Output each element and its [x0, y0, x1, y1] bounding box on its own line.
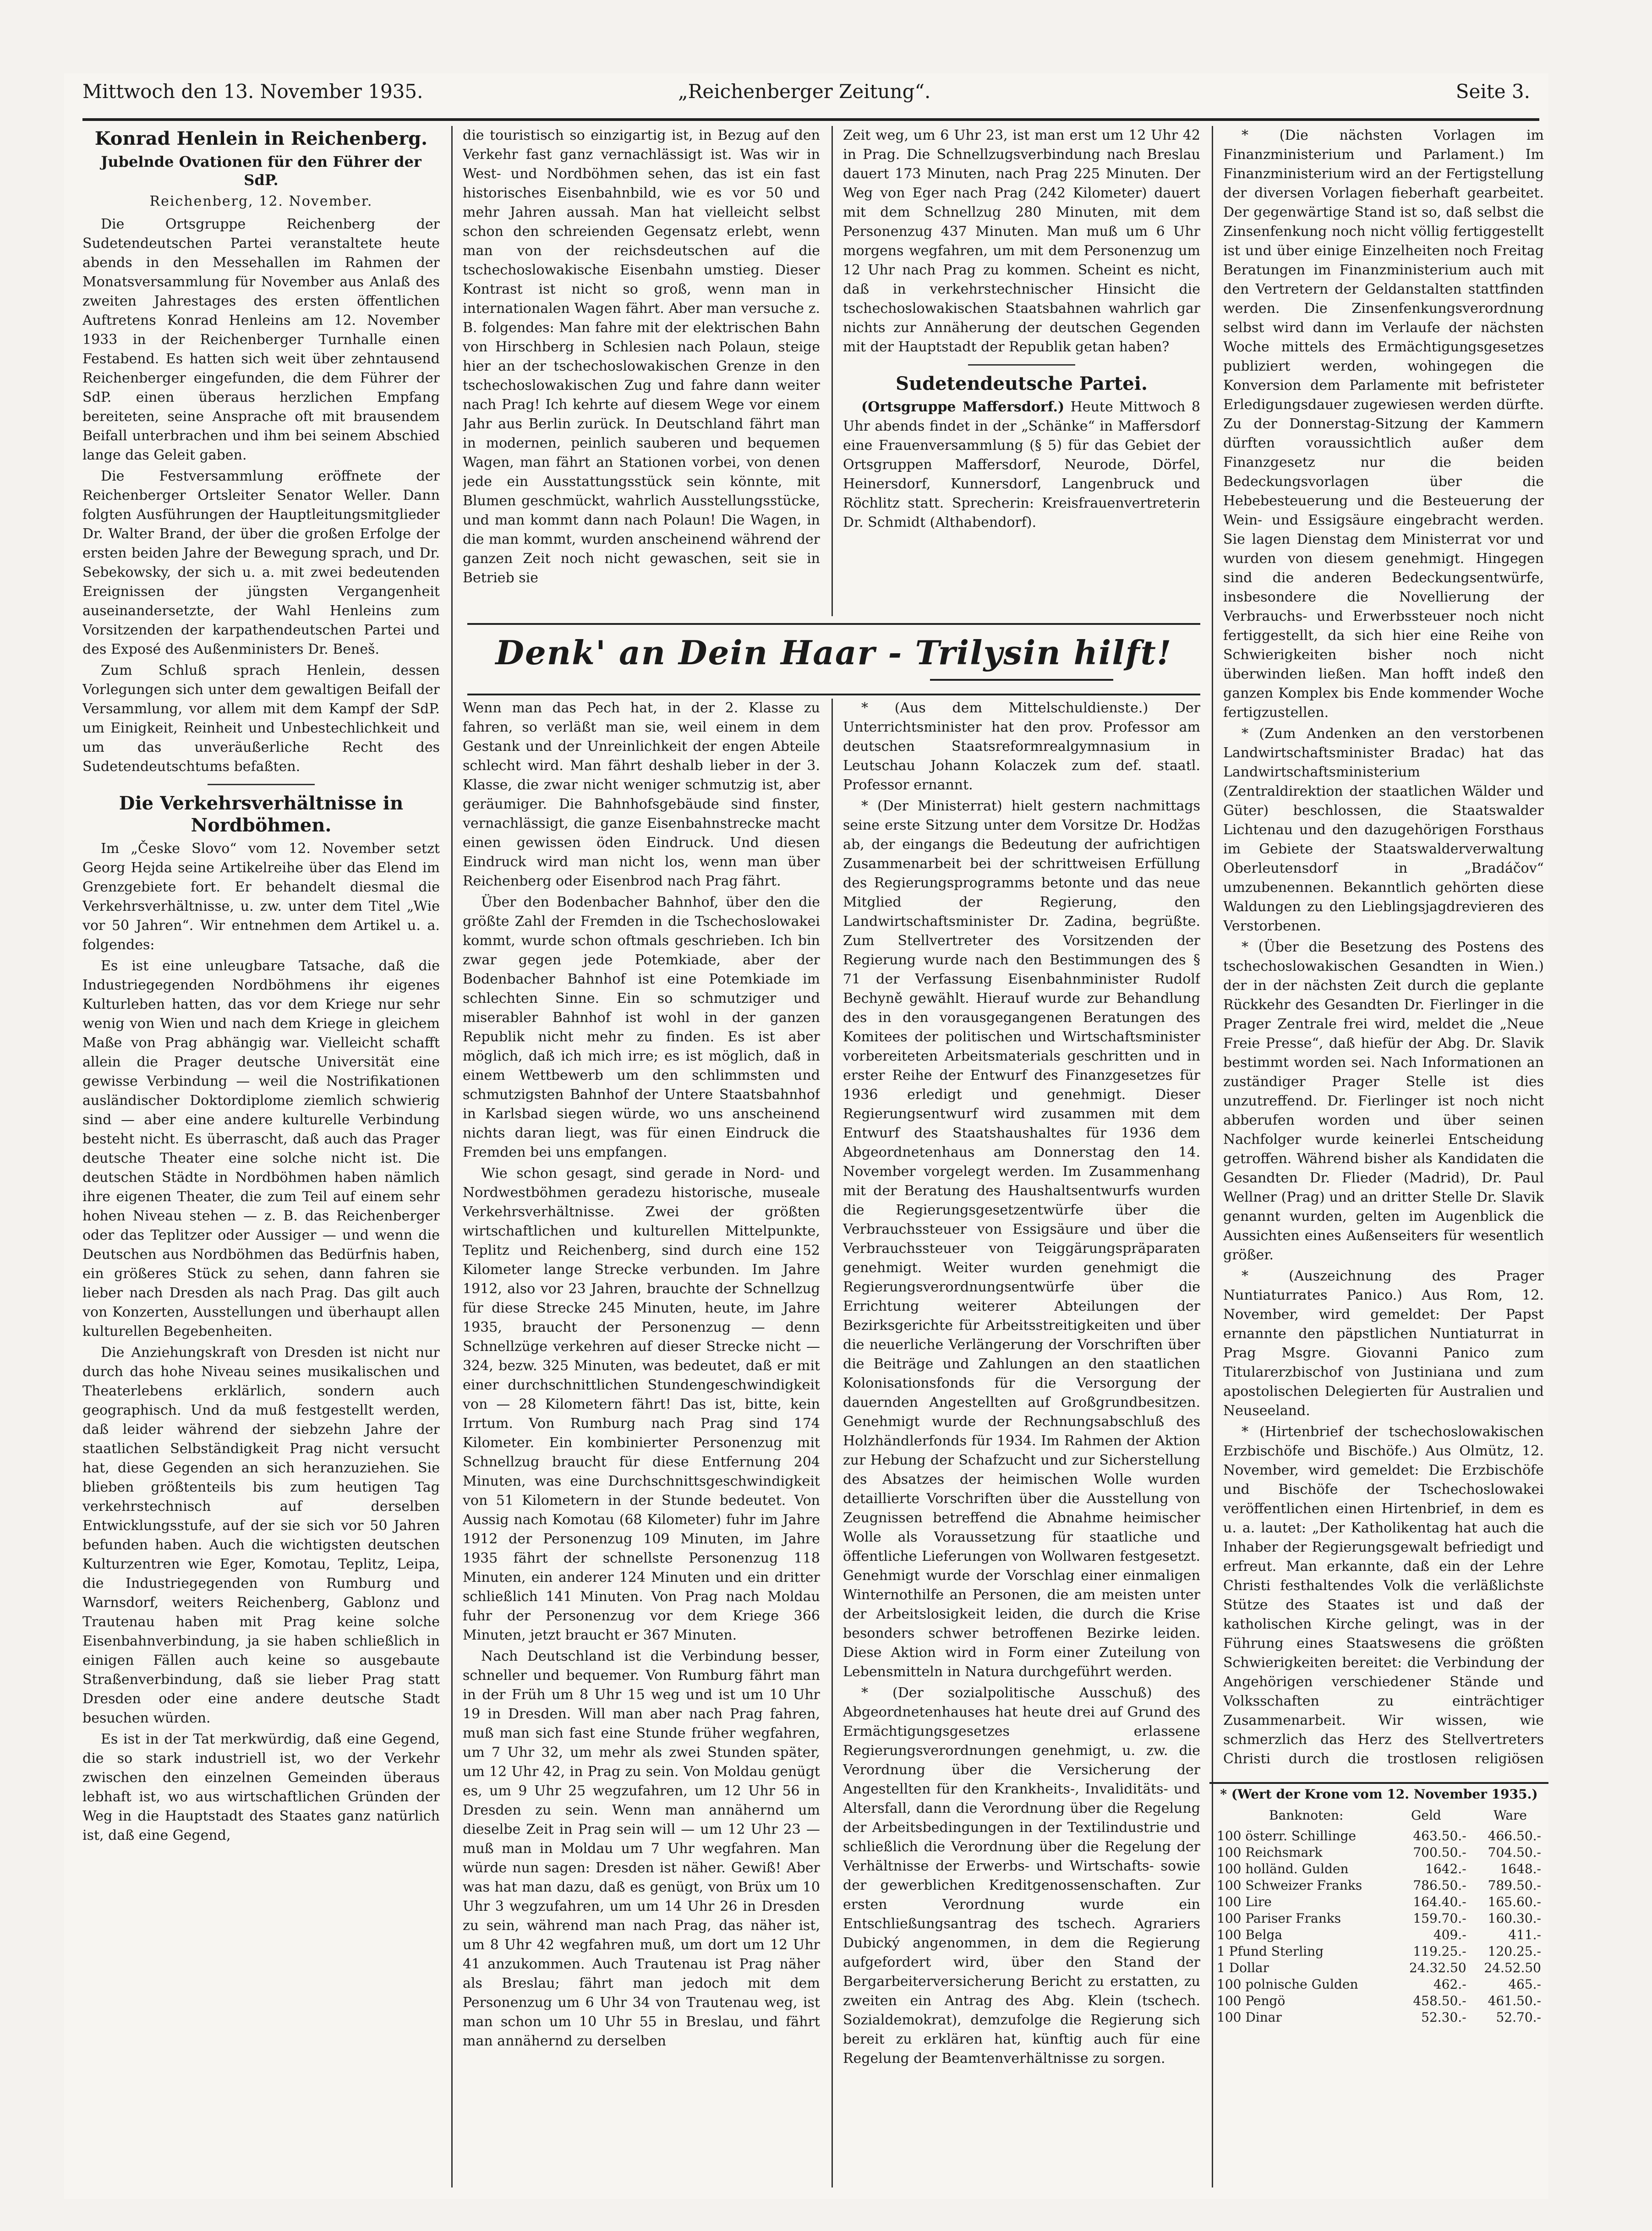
- section-divider: [968, 364, 1075, 366]
- geld-value: 458.50.-: [1413, 1993, 1466, 2008]
- exchange-rate-row: [1214, 1894, 1544, 1910]
- ware-value: 24.52.50: [1484, 1960, 1541, 1975]
- exchange-rate-row: [1214, 1976, 1544, 1993]
- ware-value: 1648.-: [1500, 1861, 1541, 1876]
- column-2-bottom: [463, 699, 820, 2187]
- paragraph: * (Der Ministerrat) hielt gestern nachmittags seine erste Sitzung unter dem Vorsitze Dr. Hodžas ab, der eingangs die Bedeutung der aufrichtigen Zusammenarbeit bei der schrittweisen Erfüllung des Regierungsprogramms betonte und das neue Mitglied der Regierung, den Landwirtschaftsminister Dr. Zadina, begrüßte. Zum Stellvertreter des Vorsitzenden der Regierung wurde nach den Bestimmungen des § 71 der Verfassung Eisenbahnminister Rudolf Bechyně gewählt. Hierauf wurde zur Behandlung des in den vorausgegangenen Beratungen des Komitees der politischen und Wirtschaftsminister vorbereiteten Arbeitsmaterials geschritten und in erster Reihe der Entwurf des Finanzgesetzes für 1936 erledigt und genehmigt. Dieser Regierungsentwurf wird zusammen mit dem Entwurf des Staatshaushaltes für 1936 dem Abgeordnetenhaus am Donnerstag den 14. November vorgelegt werden. Im Zusammenhang mit der Beratung des Haushaltsentwurfs wurden die Regierungsgesetzentwürfe über die Verbrauchssteuer von Essigsäure und über die Verbrauchssteuer von Teiggärungspräparaten genehmigt. Weiter wurden genehmigt die Regierungsverordnungsentwürfe über die Errichtung weiterer Abteilungen der Bezirksgerichte für Arbeitsstreitigkeiten und über die neuerliche Verlängerung der Vorschriften über die Beiträge und Zahlungen an den staatlichen Kolonisationsfonds für die Versorgung der dauernden Angestellten auf Großgrundbesitzen. Genehmigt wurde der Rechnungsabschluß des Holzhändlerfonds für 1934. Im Rahmen der Aktion zur Hebung der Schafzucht und zur Sicherstellung des Absatzes der heimischen Wolle wurden detaillierte Vorschriften über die Ausstellung von Zeugnissen betreffend die Abnahme heimischer Wolle als Voraussetzung für staatliche und öffentliche Lieferungen von Wollwaren festgesetzt. Genehmigt wurde der Vorschlag einer einmaligen Winternothilfe an Personen, die am meisten unter der Arbeitslosigkeit leiden, die durch die Krise besonders schwer betroffenen Bezirke leiden. Diese Aktion wird in Form einer Zuteilung von Lebensmitteln in Natura durchgeführt werden.: [843, 798, 1200, 1680]
- paragraph: Es ist in der Tat merkwürdig, daß eine Gegend, die so stark industriell ist, wo der Verkehr zwischen den einzelnen Gemeinden überaus lebhaft ist, wo aus wirtschaftlichen Gründen der Weg in die Hauptstadt des Staates ganz natürlich ist, daß eine Gegend,: [82, 1731, 440, 1843]
- exchange-rate-row: [1214, 1828, 1544, 1844]
- exchange-rate-row: [1214, 1877, 1544, 1894]
- page-number: Seite 3.: [1455, 80, 1530, 103]
- exchange-rate-row: [1214, 1844, 1544, 1861]
- headline-henlein: Konrad Henlein in Reichenberg.: [94, 128, 428, 149]
- headline-verkehr: Die Verkehrsverhältnisse in Nordböhmen.: [119, 793, 404, 836]
- sdp-subhead: (Ortsgruppe Maffersdorf.): [861, 399, 1065, 415]
- currency-name: 100 Reichsmark: [1217, 1845, 1323, 1860]
- exchange-rate-row: [1214, 1910, 1544, 1927]
- paragraph: Über den Bodenbacher Bahnhof, über den die größte Zahl der Fremden in die Tschechoslowakei kommt, wurde schon oftmals geschrieben. Ich bin zwar gegen jede Potemkiade, aber der Bodenbacher Bahnhof ist eine Potemkiade im schlechten Sinne. Ein so schmutziger und miserabler Bahnhof ist wohl in der ganzen Republik nicht mehr zu finden. Es ist aber möglich, daß ich mich irre; es ist möglich, daß in einem Wettbewerb um den schlimmsten und schmutzigsten Bahnhof der Untere Staatsbahnhof in Karlsbad siegen würde, wo uns anscheinend nichts daran liegt, was für einen Eindruck die Fremden bei uns empfangen.: [463, 894, 820, 1160]
- paragraph: [843, 398, 1200, 532]
- headline-sdp: Sudetendeutsche Partei.: [896, 373, 1148, 394]
- column-rule: [451, 126, 453, 2187]
- paragraph: Wenn man das Pech hat, in der 2. Klasse zu fahren, so verläßt man sie, weil einem in dem Gestank und der Unreinlichkeit der engen Abteile schlecht wird. Man fährt deshalb lieber in der 3. Klasse, die zwar nicht weniger schmutzig ist, aber geräumiger. Die Bahnhofsgebäude sind finster, vernachlässigt, die ganze Eisenbahnstrecke macht einen gewissen öden Eindruck. Und diesen Eindruck wird man nicht los, wenn man über Reichenberg oder Eisenbrod nach Prag fährt.: [463, 700, 820, 889]
- paragraph: Zeit weg, um 6 Uhr 23, ist man erst um 12 Uhr 42 in Prag. Die Schnellzugsverbindung nach Breslau dauert 173 Minuten, nach Prag 225 Minuten. Der Weg von Eger nach Prag (242 Kilometer) dauert mit dem Schnellzug 280 Minuten, mit dem Personenzug 437 Minuten. Man muß um 6 Uhr morgens wegfahren, um mit dem Personenzug um 12 Uhr nach Prag zu kommen. Scheint es nicht, daß in verkehrstechnischer Hinsicht die tschechoslowakischen Staatsbahnen wahrlich gar nichts zur Annäherung der deutschen Gegenden mit der Hauptstadt der Republik getan haben?: [843, 127, 1200, 355]
- geld-value: 52.30.-: [1421, 2010, 1466, 2025]
- sdp-text: Heute Mittwoch 8 Uhr abends findet in der „Schänke“ in Maffersdorf eine Frauenversammlung (§ 5) für das Gebiet der Ortsgruppen Maffersdorf, Neurode, Dörfel, Heinersdorf, Kunnersdorf, Langenbruck und Röchlitz statt. Sprecherin: Kreisfrauenvertreterin Dr. Schmidt (Althabendorf).: [843, 399, 1200, 530]
- column-rule: [831, 699, 833, 2187]
- masthead-rule: [82, 118, 1539, 121]
- currency-name: 100 polnische Gulden: [1217, 1977, 1358, 1992]
- exchange-rate-row: [1214, 1943, 1544, 1960]
- paragraph: die touristisch so einzigartig ist, in Bezug auf den Verkehr fast ganz vernachlässigt ist. Was wir in West- und Nordböhmen sehen, das ist ein fast historisches Eisenbahnbild, wie es vor 50 und mehr Jahren aussah. Man hat vielleicht selbst schon den schreienden Gegensatz erlebt, wenn man von der reichsdeutschen auf die tschechoslowakische Eisenbahn umstieg. Dieser Kontrast ist nicht so groß, wenn man in internationalen Wagen fährt. Aber man versuche z. B. folgendes: Man fahre mit der elektrischen Bahn von Hirschberg in Schlesien nach Polaun, steige hier an der tschechoslowakischen Grenze in den tschechoslowakischen Zug und fahre dann weiter nach Prag! Ich kehrte auf diesem Wege vor einem Jahr aus Berlin zurück. In Deutschland fährt man in modernen, peinlich sauberen und bequemen Wagen, man fährt an Stationen vorbei, von denen jede ein Ausstattungsstück sein könnte, mit Blumen geschmückt, wahrlich Ausstellungsstücke, und man kommt dann nach Polaun! Die Wagen, in die man kommt, wurden anscheinend während der ganzen Zeit noch nicht gewaschen, seit sie in Betrieb sie: [463, 127, 820, 586]
- masthead: [82, 80, 1539, 112]
- exchange-rate-row: [1214, 1861, 1544, 1877]
- newspaper-title: „Reichenberger Zeitung“.: [678, 80, 931, 103]
- paragraph: * (Der sozialpolitische Ausschuß) des Abgeordnetenhauses hat heute drei auf Grund des Ermächtigungsgesetzes erlassene Regierungsverordnungen genehmigt, u. zw. die Verordnung über die Versicherung der Angestellten für den Krankheits-, Invaliditäts- und Altersfall, dann die Verordnung über die Regelung der Arbeitsbedingungen in der Textilindustrie und schließlich die Verordnung über die Regelung der Verhältnisse der Erwerbs- und Wirtschafts- sowie der gewerblichen Kreditgenossenschaften. Zur ersten Verordnung wurde ein Entschließungsantrag des tschech. Agrariers Dubický angenommen, in dem die Regierung aufgefordert wird, über den Stand der Bergarbeiterversicherung Bericht zu erstatten, zu zweiten ein Antrag des Abg. Klein (tschech. Sozialdemokrat), demzufolge die Regierung sich bereit zu erklären hat, künftig auch für eine Regelung der Beamtenverhältnisse zu sorgen.: [843, 1685, 1200, 2067]
- column-4: [1223, 126, 1544, 1771]
- ware-value: 789.50.-: [1488, 1878, 1541, 1893]
- paragraph: * (Zum Andenken an den verstorbenen Landwirtschaftsminister Bradac) hat das Landwirtschaftsministerium (Zentraldirektion der staatlichen Wälder und Güter) beschlossen, die Staatswalder Lichtenau und den dazugehörigen Forsthaus im Gebiete der Staatswalderverwaltung Oberleutensdorf in „Bradáčov“ umzubenennen. Bekanntlich gehörten diese Waldungen zu den Lieblingsjagdrevieren des Verstorbenen.: [1223, 726, 1544, 934]
- currency-name: 1 Pfund Sterling: [1217, 1944, 1324, 1959]
- currency-name: 100 Schweizer Franks: [1217, 1878, 1362, 1893]
- issue-date: Mittwoch den 13. November 1935.: [82, 80, 423, 103]
- dateline: Reichenberg, 12. November.: [149, 193, 373, 209]
- paragraph: Die Anziehungskraft von Dresden ist nicht nur durch das hohe Niveau seines musikalischen und Theaterlebens erklärlich, sondern auch geographisch. Und da muß festgestellt werden, daß leider während der siebzehn Jahre der staatlichen Selbständigkeit Prag nicht versucht hat, diese Gegenden an sich heranzuziehen. Sie blieben größtenteils bis zum heutigen Tag verkehrstechnisch auf derselben Entwicklungsstufe, auf der sie sich vor 50 Jahren befunden haben. Auch die wichtigsten deutschen Kulturzentren wie Eger, Komotau, Teplitz, Leipa, die Industriegegenden von Rumburg und Warnsdorf, weiters Reichenberg, Gablonz und Trautenau haben mit Prag keine solche Eisenbahnverbindung, ja sie haben schließlich in einigen Fällen auch keine so ausgebaute Straßenverbindung, daß sie lieber Prag statt Dresden oder eine andere deutsche Stadt besuchen würden.: [82, 1345, 440, 1726]
- section-divider: [208, 784, 315, 785]
- column-2-top: [463, 126, 820, 616]
- trilysin-advertisement: [467, 623, 1200, 695]
- currency-name: 100 Dinar: [1217, 2010, 1282, 2025]
- ad-underline: [930, 679, 1113, 681]
- subheadline-henlein: Jubelnde Ovationen für den Führer der SdP.: [101, 153, 421, 189]
- exchange-rate-table: [1214, 1828, 1544, 2026]
- header-banknotes: Banknoten:: [1269, 1808, 1344, 1823]
- exchange-rate-row: [1214, 1927, 1544, 1943]
- geld-value: 119.25.-: [1413, 1944, 1466, 1959]
- paragraph: * (Über die Besetzung des Postens des tschechoslowakischen Gesandten in Wien.) der in der nächsten Zeit durch die geplante Rückkehr des Gesandten Dr. Fierlinger in die Prager Zentrale frei wird, meldet die „Neue Freie Presse“, daß hiefür der Abg. Dr. Slavik bestimmt worden sei. Nach Informationen an zuständiger Prager Stelle ist dies unzutreffend. Dr. Fierlinger ist noch nicht abberufen worden und über seinen Nachfolger wurde keinerlei Entscheidung getroffen. Während bisher als Kandidaten die Gesandten Dr. Flieder (Madrid), Dr. Paul Wellner (Prag) und an dritter Stelle Dr. Slavik genannt wurden, gelten im Augenblick die Aussichten eines Außenseiters für wesentlich größer.: [1223, 939, 1544, 1263]
- paragraph: * (Die nächsten Vorlagen im Finanzministerium und Parlament.) Im Finanzministerium wird an der Fertigstellung der diversen Vorlagen fieberhaft gearbeitet. Der gegenwärtige Stand ist so, daß selbst die Zinsenfenkung noch nicht völlig fertiggestellt ist und über einige Einzelheiten noch Freitag Beratungen im Finanzministerium auch mit den Vertretern der Geldanstalten stattfinden werden. Die Zinsenfenkungsverordnung selbst wird dann im Verlaufe der nächsten Woche mittels des Ermächtigungsgesetzes publiziert werden, wohingegen die Konversion dem Parlamente mit befristeter Erledigungsdauer zugewiesen werden dürfte. Zu der Donnerstag-Sitzung der Kammern dürften voraussichtlich außer dem Finanzgesetz nur die beiden Bedeckungsvorlagen über die Hebebesteuerung und die Besteuerung der Wein- und Essigsäure eingebracht werden. Sie lagen Dienstag dem Ministerrat vor und wurden von diesem genehmigt. Hingegen sind die anderen Bedeckungsentwürfe, insbesondere die Novellierung der Verbrauchs- und Erwerbssteuer noch nicht fertiggestellt, da sich hier eine Reihe von Schwierigkeiten bisher noch nicht überwinden ließen. Man hofft indeß den ganzen Komplex bis Ende kommender Woche fertigzustellen.: [1223, 127, 1544, 721]
- ware-value: 465.-: [1508, 1977, 1541, 1992]
- geld-value: 463.50.-: [1413, 1828, 1466, 1843]
- paragraph: Im „Česke Slovo“ vom 12. November setzt Georg Hejda seine Artikelreihe über das Elend im Grenzgebiete fort. Er behandelt diesmal die Verkehrsverhältnisse, u. zw. unter dem Titel „Wie vor 50 Jahren“. Wir entnehmen dem Artikel u. a. folgendes:: [82, 841, 440, 953]
- header-ware: Ware: [1493, 1808, 1527, 1823]
- geld-value: 700.50.-: [1413, 1845, 1466, 1860]
- geld-value: 1642.-: [1425, 1861, 1466, 1876]
- exchange-rate-row: [1214, 1960, 1544, 1976]
- currency-name: 100 holländ. Gulden: [1217, 1861, 1349, 1876]
- exchange-rate-row: [1214, 1993, 1544, 2009]
- paragraph: Zum Schluß sprach Henlein, dessen Vorlegungen sich unter dem gewaltigen Beifall der Versammlung, vor allem mit dem Kampf der SdP. um Einigkeit, Reinheit und Unbestechlichkeit und um das unveräußerliche Recht des Sudetendeutschtums befaßten.: [82, 662, 440, 775]
- currency-name: 100 Lire: [1217, 1894, 1272, 1909]
- paragraph: Nach Deutschland ist die Verbindung besser, schneller und bequemer. Von Rumburg fährt man in der Früh um 8 Uhr 15 weg und ist um 10 Uhr 19 in Dresden. Will man aber nach Prag fahren, muß man sich fast eine Stunde früher wegfahren, um 7 Uhr 32, um mehr als zwei Stunden später, um 12 Uhr 42, in Prag zu sein. Von Moldau genügt es, um 9 Uhr 25 wegzufahren, um 12 Uhr 56 in Dresden zu sein. Wenn man annähernd um dieselbe Zeit in Prag sein will — um 12 Uhr 23 — muß man in Moldau um 7 Uhr wegfahren. Man würde nun sagen: Dresden ist näher. Gewiß! Aber was hat man dazu, daß es genügt, von Brüx um 10 Uhr 3 wegzufahren, um um 14 Uhr 26 in Dresden zu sein, während man nach Prag, das näher ist, um 8 Uhr 42 wegfahren muß, um dort um 12 Uhr 41 anzukommen. Auch Trautenau ist Prag näher als Breslau; fährt man jedoch mit dem Personenzug um 6 Uhr 34 von Trautenau weg, ist man schon um 10 Uhr 55 in Breslau, und fährt man annähernd zu derselben: [463, 1648, 820, 2049]
- paragraph: Die Ortsgruppe Reichenberg der Sudetendeutschen Partei veranstaltete heute abends in den Messehallen im Rahmen der Monatsversammlung für November aus Anlaß des zweiten Jahrestages des ersten öffentlichen Auftretens Konrad Henleins am 12. November 1933 in der Reichenberger Turnhalle einen Festabend. Es hatten sich weit über zehntausend Reichenberger eingefunden, die dem Führer der SdP. einen überaus herzlichen Empfang bereiteten, seine Ansprache oft mit brausendem Beifall unterbrachen und ihm bei seinem Abschied lange das Geleit gaben.: [82, 216, 440, 463]
- column-rule: [831, 126, 833, 616]
- currency-name: 100 Belga: [1217, 1927, 1283, 1942]
- ware-value: 461.50.-: [1488, 1993, 1541, 2008]
- ware-value: 160.30.-: [1488, 1911, 1541, 1926]
- currency-name: 1 Dollar: [1217, 1960, 1269, 1975]
- geld-value: 24.32.50: [1409, 1960, 1466, 1975]
- ware-value: 411.-: [1508, 1927, 1541, 1942]
- paragraph: * (Hirtenbrief der tschechoslowakischen Erzbischöfe und Bischöfe.) Aus Olmütz, 12. November, wird gemeldet: Die Erzbischöfe und Bischöfe der Tschechoslowakei veröffentlichen einen Hirtenbrief, in dem es u. a. lautet: „Der Katholikentag hat auch die Inhaber der Regierungsgewalt befriedigt und erfreut. Man erkannte, daß ein der Lehre Christi festhaltendes Volk die verläßlichste Stütze des Staates ist und daß der katholischen Kirche gelingt, was in der Führung eines Staatswesens die größten Schwierigkeiten bereitet: die Verbindung der Angehörigen verschiedener Stände und Volksschaften zu einträchtiger Zusammenarbeit. Wir wissen, wie schmerzlich das Herz des Stellvertreters Christi durch die trostlosen religiösen: [1223, 1424, 1544, 1767]
- ware-value: 704.50.-: [1488, 1845, 1541, 1860]
- ad-slogan: Denk' an Dein Haar - Trilysin hilft!: [495, 633, 1172, 672]
- column-3-top: [843, 126, 1200, 616]
- exchange-rate-row: [1214, 2009, 1544, 2026]
- currency-name: 100 Pengö: [1217, 1993, 1285, 2008]
- geld-value: 164.40.-: [1413, 1894, 1466, 1909]
- geld-value: 786.50.-: [1413, 1878, 1466, 1893]
- currency-name: 100 Pariser Franks: [1217, 1911, 1341, 1926]
- ware-value: 165.60.-: [1488, 1894, 1541, 1909]
- paragraph: Wie schon gesagt, sind gerade in Nord- und Nordwestböhmen geradezu historische, museale Verkehrsverhältnisse. Zwei der größten wirtschaftlichen und kulturellen Mittelpunkte, Teplitz und Reichenberg, sind durch eine 152 Kilometer lange Strecke verbunden. Im Jahre 1912, also vor 23 Jahren, brauchte der Schnellzug für diese Strecke 245 Minuten, heute, im Jahre 1935, braucht der Personenzug — denn Schnellzüge verkehren auf dieser Strecke nicht — 324, bezw. 325 Minuten, was bedeutet, daß er mit einer durchschnittlichen Stundengeschwindigkeit von — 28 Kilometern fährt! Das ist, bitte, kein Irrtum. Von Rumburg nach Prag sind 174 Kilometer. Ein kombinierter Personenzug mit Schnellzug braucht für diese Entfernung 204 Minuten, was eine Durchschnittsgeschwindigkeit von 51 Kilometern in der Stunde bedeutet. Von Aussig nach Komotau (68 Kilometer) fuhr im Jahre 1912 der Personenzug 109 Minuten, im Jahre 1935 fährt der schnellste Personenzug 118 Minuten, ein anderer 124 Minuten und ein dritter schließlich 141 Minuten. Von Prag nach Moldau fuhr der Personenzug vor dem Kriege 366 Minuten, jetzt braucht er 367 Minuten.: [463, 1165, 820, 1643]
- ware-value: 466.50.-: [1488, 1828, 1541, 1843]
- column-1: [82, 126, 440, 2187]
- ware-value: 52.70.-: [1496, 2010, 1541, 2025]
- geld-value: 159.70.-: [1413, 1911, 1466, 1926]
- geld-value: 409.-: [1433, 1927, 1466, 1942]
- paragraph: Die Festversammlung eröffnete der Reichenberger Ortsleiter Senator Weller. Dann folgten Ausführungen der Hauptleitungsmitglieder Dr. Walter Brand, der über die großen Erfolge der ersten beiden Jahre der Bewegung sprach, und Dr. Sebekowsky, der sich u. a. mit zwei bedeutenden Ereignissen der jüngsten Vergangenheit auseinandersetzte, der Wahl Henleins zum Vorsitzenden der karpathendeutschen Partei und des Exposé des Außenministers Dr. Beneš.: [82, 468, 440, 657]
- paragraph: Es ist eine unleugbare Tatsache, daß die Industriegegenden Nordböhmens ihr eigenes Kulturleben hatten, das vor dem Kriege nur sehr wenig von Wien und nach dem Kriege in gleichem Maße von Prag abhängig war. Vielleicht schafft allein die Prager deutsche Universität eine gewisse Verbindung — weil die Nostrifikationen ausländischer Doktordiplome ziemlich schwierig sind — aber eine andere kulturelle Verbindung besteht nicht. Es überrascht, daß auch das Prager deutsche Theater eine solche nicht ist. Die deutschen Städte in Nordböhmen haben nämlich ihre eigenen Theater, die zum Teil auf einem sehr hohen Niveau stehen — z. B. das Reichenberger oder das Teplitzer oder Aussiger — und wenn die Deutschen aus Nordböhmen das Bedürfnis haben, ein größeres Stück zu sehen, dann fahren sie lieber nach Dresden als nach Prag. Das gilt auch von Konzerten, Ausstellungen und überhaupt allen kulturellen Begebenheiten.: [82, 958, 440, 1340]
- geld-value: 462.-: [1433, 1977, 1466, 1992]
- paragraph: * (Auszeichnung des Prager Nuntiaturrates Panico.) Aus Rom, 12. November, wird gemeldet: Der Papst ernannte den päpstlichen Nuntiaturrat in Prag Msgre. Giovanni Panico zum Titularerzbischof von Justiniana und zum apostolischen Delegierten für Australien und Neuseeland.: [1223, 1268, 1544, 1419]
- column-3-bottom: [843, 699, 1200, 2187]
- currency-name: 100 österr. Schillinge: [1217, 1828, 1357, 1843]
- ware-value: 120.25.-: [1488, 1944, 1541, 1959]
- exchange-rate-title: * (Wert der Krone vom 12. November 1935.): [1220, 1787, 1538, 1802]
- header-geld: Geld: [1411, 1808, 1441, 1823]
- paragraph: * (Aus dem Mittelschuldienste.) Der Unterrichtsminister hat den prov. Professor am deutschen Staatsreformrealgymnasium in Leutschau Johann Kolaczek zum def. staatl. Professor ernannt.: [843, 700, 1200, 793]
